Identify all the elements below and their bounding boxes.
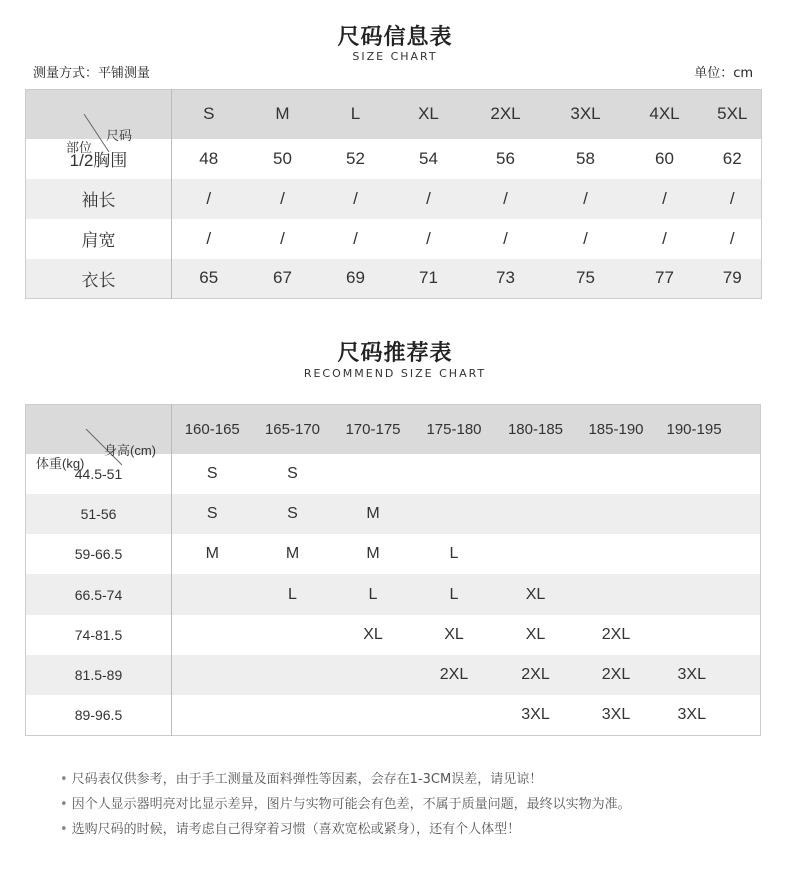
- bullet-icon: •: [60, 772, 68, 787]
- table-cell: 3XL: [521, 706, 550, 724]
- note-text: 因个人显示器明亮对比显示差异，图片与实物可能会有色差，不属于质量问题，最终以实物为准。: [71, 797, 631, 812]
- table-cell: 65: [199, 268, 219, 288]
- table-cell: 60: [655, 148, 674, 168]
- table-row: [26, 615, 761, 655]
- table-row: [26, 695, 761, 735]
- size-info-table: [25, 89, 762, 299]
- table-cell: 2XL: [439, 666, 469, 684]
- table-cell: [495, 494, 577, 534]
- bullet-icon: •: [60, 822, 68, 837]
- table-cell: [333, 655, 414, 695]
- table-cell: M: [205, 545, 219, 563]
- recommend-header-row: [26, 405, 761, 454]
- height-col-header: 180-185: [507, 420, 564, 438]
- table-cell: [656, 454, 761, 494]
- table-cell: /: [206, 188, 212, 208]
- table-cell: [495, 454, 577, 494]
- table-cell: /: [503, 188, 508, 208]
- table-cell: /: [662, 188, 667, 208]
- size-info-corner: [26, 90, 172, 156]
- table-cell: S: [287, 464, 298, 482]
- table-cell: S: [287, 504, 298, 522]
- note-text: 选购尺码的时候，请考虑自己得穿着习惯（喜欢宽松或紧身），还有个人体型！: [71, 822, 521, 837]
- recommend-chart-title: 尺码推荐表: [337, 341, 453, 366]
- table-cell: 62: [722, 148, 742, 168]
- table-cell: [577, 534, 656, 574]
- table-cell: XL: [525, 585, 546, 603]
- list-item: [60, 795, 631, 820]
- table-cell: /: [426, 188, 431, 208]
- table-row: [26, 219, 762, 259]
- row-label: 74-81.5: [26, 615, 172, 655]
- table-cell: [333, 454, 414, 494]
- table-row: [26, 534, 761, 574]
- size-col-header: 4XL: [649, 104, 680, 124]
- recommend-table: [25, 404, 761, 736]
- size-col-header: XL: [418, 104, 439, 124]
- row-label: 81.5-89: [26, 655, 172, 695]
- row-label: 59-66.5: [26, 534, 172, 574]
- table-cell: [577, 494, 656, 534]
- table-cell: /: [353, 228, 358, 248]
- table-cell: /: [729, 228, 735, 248]
- corner-bottom-label: 体重(kg): [36, 456, 85, 472]
- table-cell: L: [368, 585, 378, 603]
- height-col-header: 165-170: [264, 420, 321, 438]
- table-cell: XL: [444, 625, 464, 643]
- size-info-header-row: [26, 90, 762, 139]
- list-item: [60, 820, 631, 845]
- recommend-chart-subtitle: RECOMMEND SIZE CHART: [303, 367, 487, 380]
- table-cell: M: [285, 545, 300, 563]
- corner-top-label: 尺码: [106, 128, 133, 144]
- table-cell: /: [583, 228, 588, 248]
- table-cell: /: [583, 188, 588, 208]
- row-label: 66.5-74: [26, 574, 172, 614]
- table-cell: [172, 655, 253, 695]
- row-label: 肩宽: [26, 219, 172, 259]
- table-cell: 52: [346, 148, 365, 168]
- list-item: [60, 770, 631, 795]
- bullet-icon: •: [60, 797, 68, 812]
- table-cell: S: [206, 504, 218, 522]
- table-cell: [172, 574, 253, 614]
- table-cell: 2XL: [601, 625, 631, 643]
- table-cell: /: [206, 228, 212, 248]
- table-cell: L: [449, 545, 459, 563]
- table-cell: M: [366, 545, 380, 563]
- table-cell: [577, 454, 656, 494]
- table-cell: [253, 615, 333, 655]
- table-cell: 3XL: [677, 666, 706, 684]
- size-chart-title: 尺码信息表: [337, 25, 453, 50]
- table-cell: 73: [496, 268, 515, 288]
- corner-top-label: 身高(cm): [104, 443, 156, 459]
- table-cell: [253, 655, 333, 695]
- note-text: 尺码表仅供参考，由于手工测量及面料弹性等因素，会存在1-3CM误差，请见谅！: [71, 772, 543, 787]
- row-label: 1/2胸围: [26, 139, 172, 179]
- size-col-header: S: [203, 104, 215, 124]
- height-col-header: 185-190: [588, 420, 644, 438]
- table-cell: 2XL: [521, 666, 550, 684]
- size-col-header: M: [275, 104, 290, 124]
- row-label: 51-56: [26, 494, 172, 534]
- table-cell: 77: [655, 268, 674, 288]
- notes-list: [60, 770, 631, 845]
- table-cell: 3XL: [601, 706, 631, 724]
- height-col-header: 160-165: [184, 420, 240, 438]
- row-label: 44.5-51: [26, 454, 172, 494]
- table-cell: 67: [273, 268, 292, 288]
- table-cell: [577, 574, 656, 614]
- table-row: [26, 655, 761, 695]
- diagonal-divider: [26, 114, 172, 163]
- table-cell: /: [353, 188, 358, 208]
- table-cell: /: [729, 188, 735, 208]
- table-row: [26, 179, 762, 219]
- size-col-header: 3XL: [570, 104, 601, 124]
- table-cell: /: [426, 228, 431, 248]
- table-row: [26, 574, 761, 614]
- table-cell: M: [366, 504, 380, 522]
- table-cell: [414, 695, 495, 735]
- corner-bottom-label: 部位: [66, 140, 93, 156]
- height-col-header: 175-180: [426, 420, 482, 438]
- table-cell: [656, 534, 761, 574]
- table-row: [26, 259, 762, 299]
- table-cell: [253, 695, 333, 735]
- row-label: 袖长: [26, 179, 172, 219]
- table-cell: /: [280, 188, 285, 208]
- table-cell: [333, 695, 414, 735]
- table-cell: 79: [722, 268, 742, 288]
- size-col-header: L: [350, 104, 361, 124]
- table-cell: 3XL: [677, 706, 706, 724]
- row-label: 衣长: [26, 259, 172, 299]
- table-cell: 50: [273, 148, 292, 168]
- table-cell: [656, 574, 761, 614]
- row-label: 89-96.5: [26, 695, 172, 735]
- size-chart-subtitle: SIZE CHART: [352, 50, 438, 63]
- table-cell: L: [449, 585, 459, 603]
- table-cell: L: [288, 585, 297, 603]
- table-cell: 75: [576, 268, 595, 288]
- table-cell: XL: [525, 625, 546, 643]
- table-cell: S: [206, 464, 218, 482]
- table-cell: 69: [346, 268, 365, 288]
- table-cell: XL: [363, 625, 383, 643]
- table-cell: [656, 615, 761, 655]
- table-cell: 54: [419, 148, 438, 168]
- table-cell: 48: [199, 148, 219, 168]
- height-col-header: 190-195: [666, 420, 722, 438]
- table-cell: 58: [576, 148, 595, 168]
- size-col-header: 2XL: [490, 104, 521, 124]
- table-cell: 56: [496, 148, 515, 168]
- size-col-header: 5XL: [717, 104, 748, 124]
- table-cell: /: [503, 228, 508, 248]
- table-cell: [172, 615, 253, 655]
- table-cell: /: [662, 228, 667, 248]
- table-cell: [414, 454, 495, 494]
- height-col-header: 170-175: [345, 420, 401, 438]
- unit-label: 单位：cm: [694, 66, 753, 81]
- recommend-corner: [26, 405, 172, 472]
- table-cell: [656, 494, 761, 534]
- table-cell: 71: [419, 268, 438, 288]
- measure-method: 测量方式：平铺测量: [33, 66, 151, 81]
- table-cell: [495, 534, 577, 574]
- table-cell: /: [280, 228, 285, 248]
- table-cell: [172, 695, 253, 735]
- table-cell: [414, 494, 495, 534]
- table-cell: 2XL: [601, 666, 631, 684]
- table-row: [26, 494, 761, 534]
